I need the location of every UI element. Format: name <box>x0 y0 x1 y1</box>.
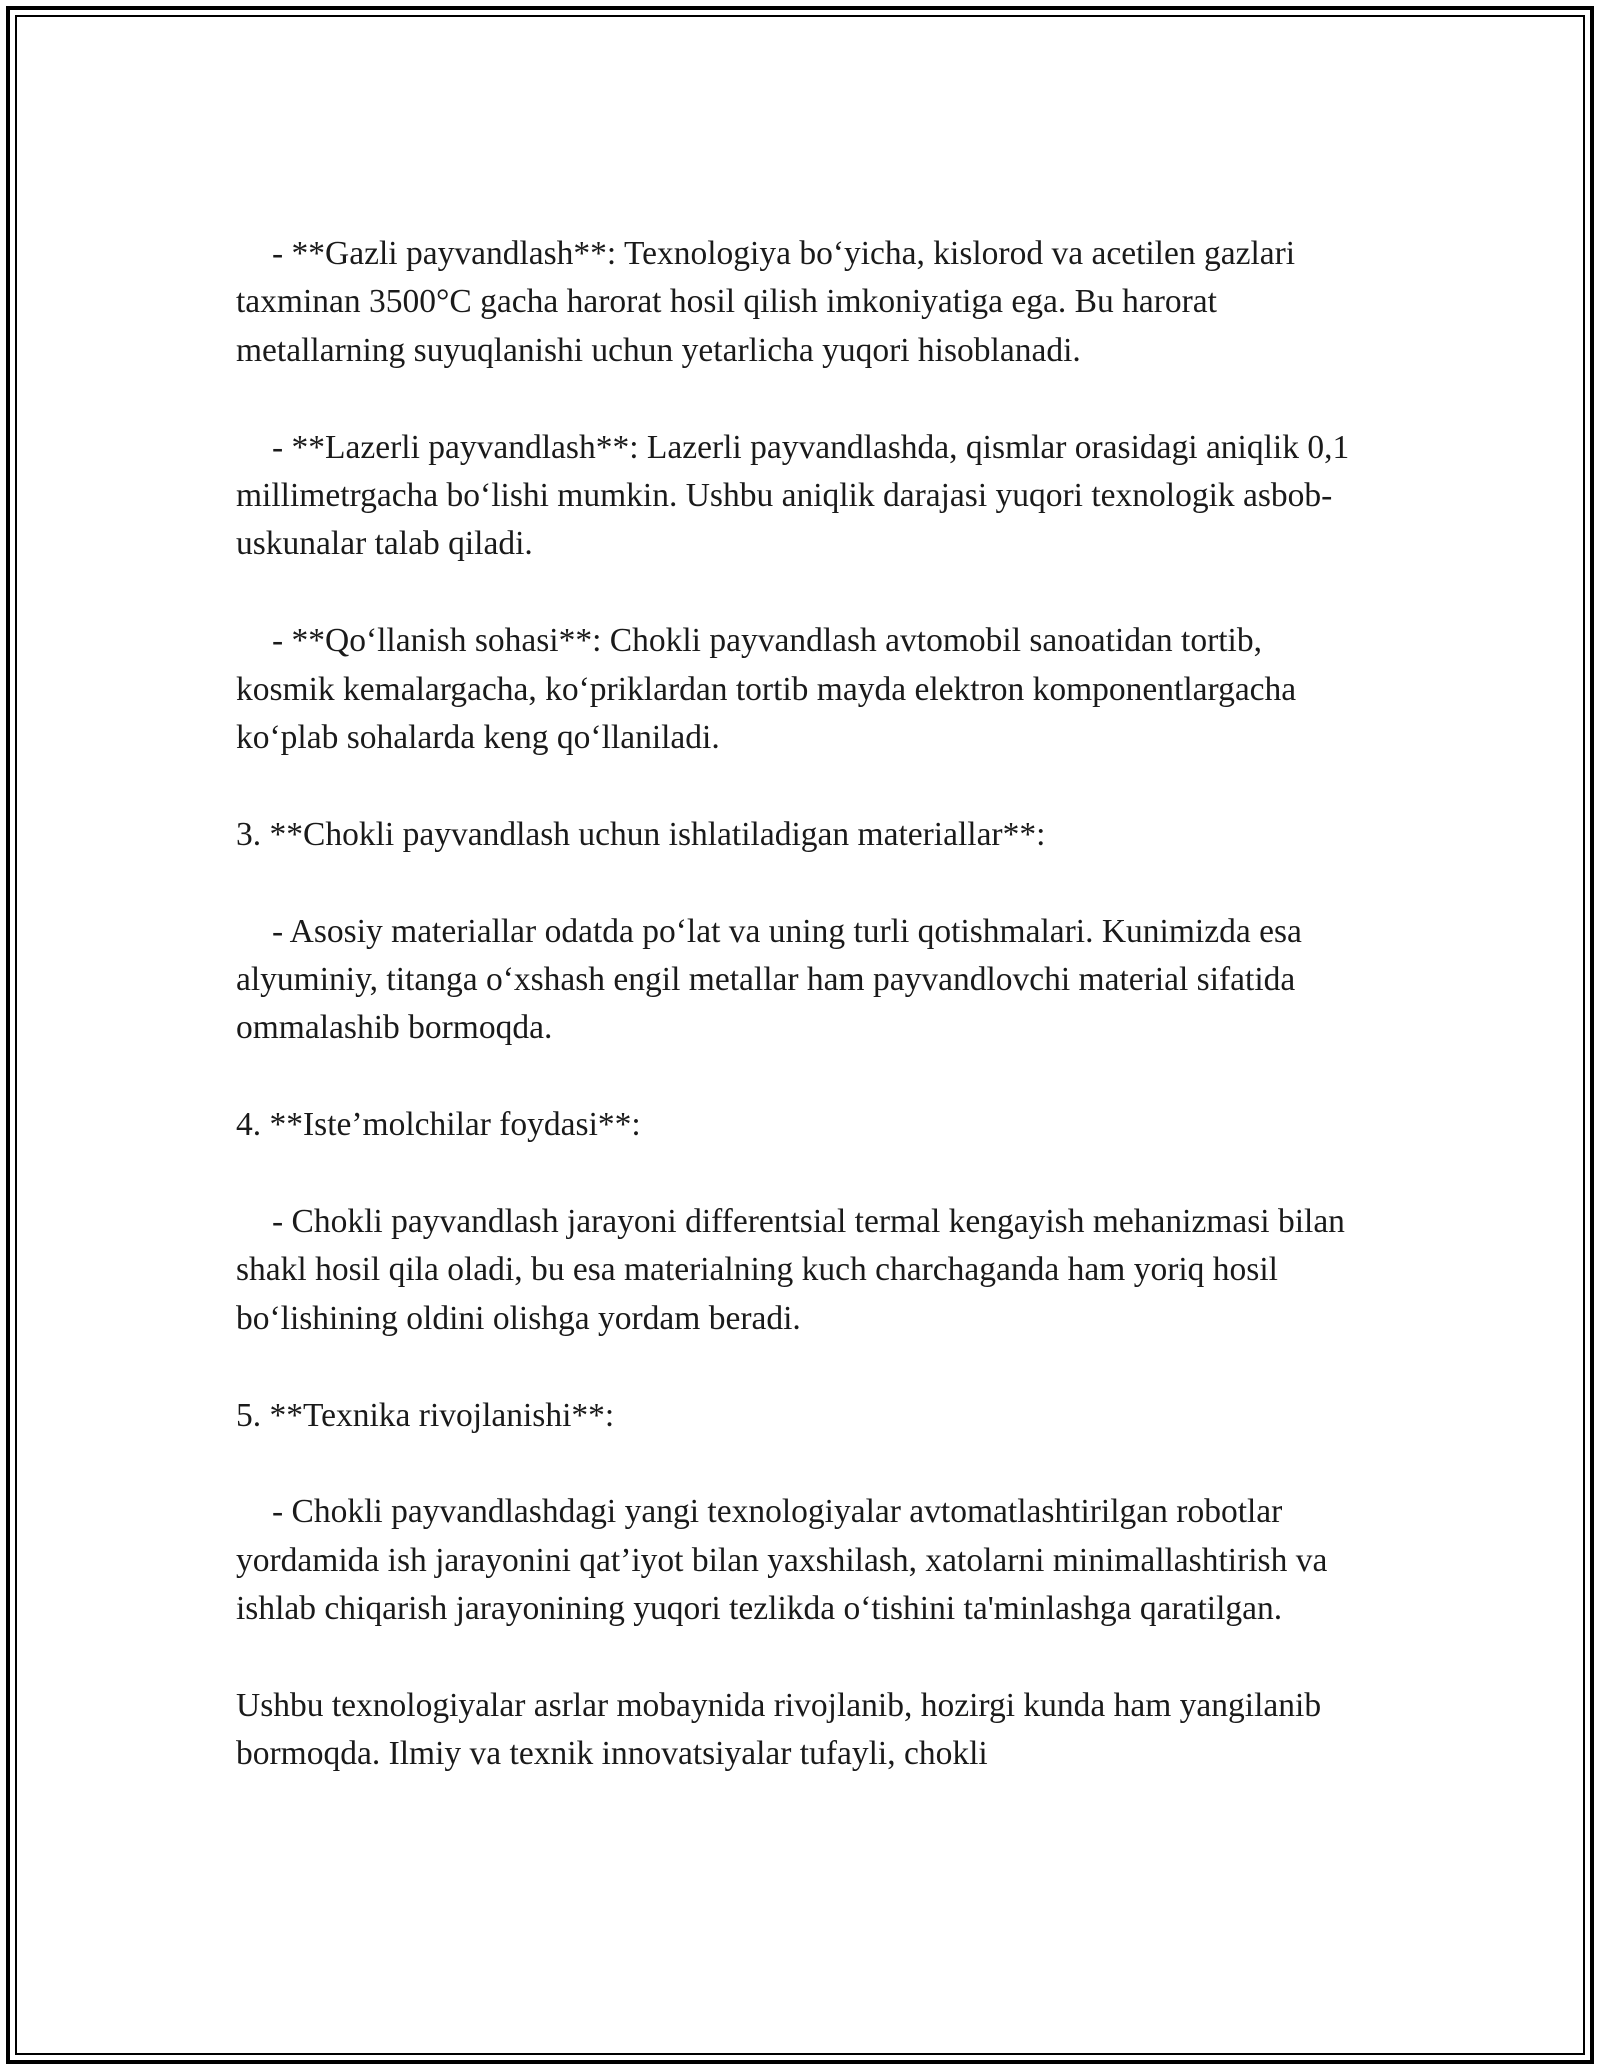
heading-materiallar: 3. **Chokli payvandlash uchun ishlatiladigan materiallar**: <box>236 815 1046 853</box>
paragraph-jarayon: - Chokli payvandlash jarayoni differentsial termal kengayish mehanizmasi bilan shakl hosil qila oladi, bu esa materialning kuch charchaganda ham yoriq hosil bo‘lishining oldini olishga yordam beradi. <box>236 1203 1345 1337</box>
paragraph-qollanish-sohasi: - **Qo‘llanish sohasi**: Chokli payvandlash avtomobil sanoatidan tortib, kosmik kemalargacha, ko‘priklardan tortib mayda elektron komponentlargacha ko‘plab sohalarda keng qo‘llaniladi. <box>236 622 1297 757</box>
paragraph-asosiy-materiallar: - Asosiy materiallar odatda po‘lat va uning turli qotishmalari. Kunimizda esa alyuminiy, titanga o‘xshash engil metallar ham payvandlovchi material sifatida ommalashib bormoqda. <box>236 912 1302 1047</box>
paragraph-yangi-texnologiyalar: - Chokli payvandlashdagi yangi texnologiyalar avtomatlashtirilgan robotlar yordamida ish jarayonini qat’iyot bilan yaxshilash, xatolarni minimallashtirish va ishlab chiqarish jarayonining yuqori tezlikda o‘tishini ta'minlashga qaratilgan. <box>236 1493 1328 1628</box>
paragraph-lazerli-payvandlash: - **Lazerli payvandlash**: Lazerli payvandlashda, qismlar orasidagi aniqlik 0,1 millimetrgacha bo‘lishi mumkin. Ushbu aniqlik darajasi yuqori texnologik asbob-uskunalar talab qiladi. <box>236 428 1350 563</box>
heading-istemolchilar-foydasi: 4. **Iste’molchilar foydasi**: <box>236 1106 641 1144</box>
paragraph-xulosa: Ushbu texnologiyalar asrlar mobaynida rivojlanib, hozirgi kunda ham yangilanib bormoqda. Ilmiy va texnik innovatsiyalar tufayli, chokli <box>236 1687 1322 1773</box>
heading-texnika-rivojlanishi: 5. **Texnika rivojlanishi**: <box>236 1396 615 1434</box>
document-body <box>236 230 1366 1779</box>
paragraph-gazli-payvandlash: - **Gazli payvandlash**: Texnologiya bo‘yicha, kislorod va acetilen gazlari taxminan 3500°C gacha harorat hosil qilish imkoniyatiga ega. Bu harorat metallarning suyuqlanishi uchun yetarlicha yuqori hisoblanadi. <box>236 235 1296 369</box>
